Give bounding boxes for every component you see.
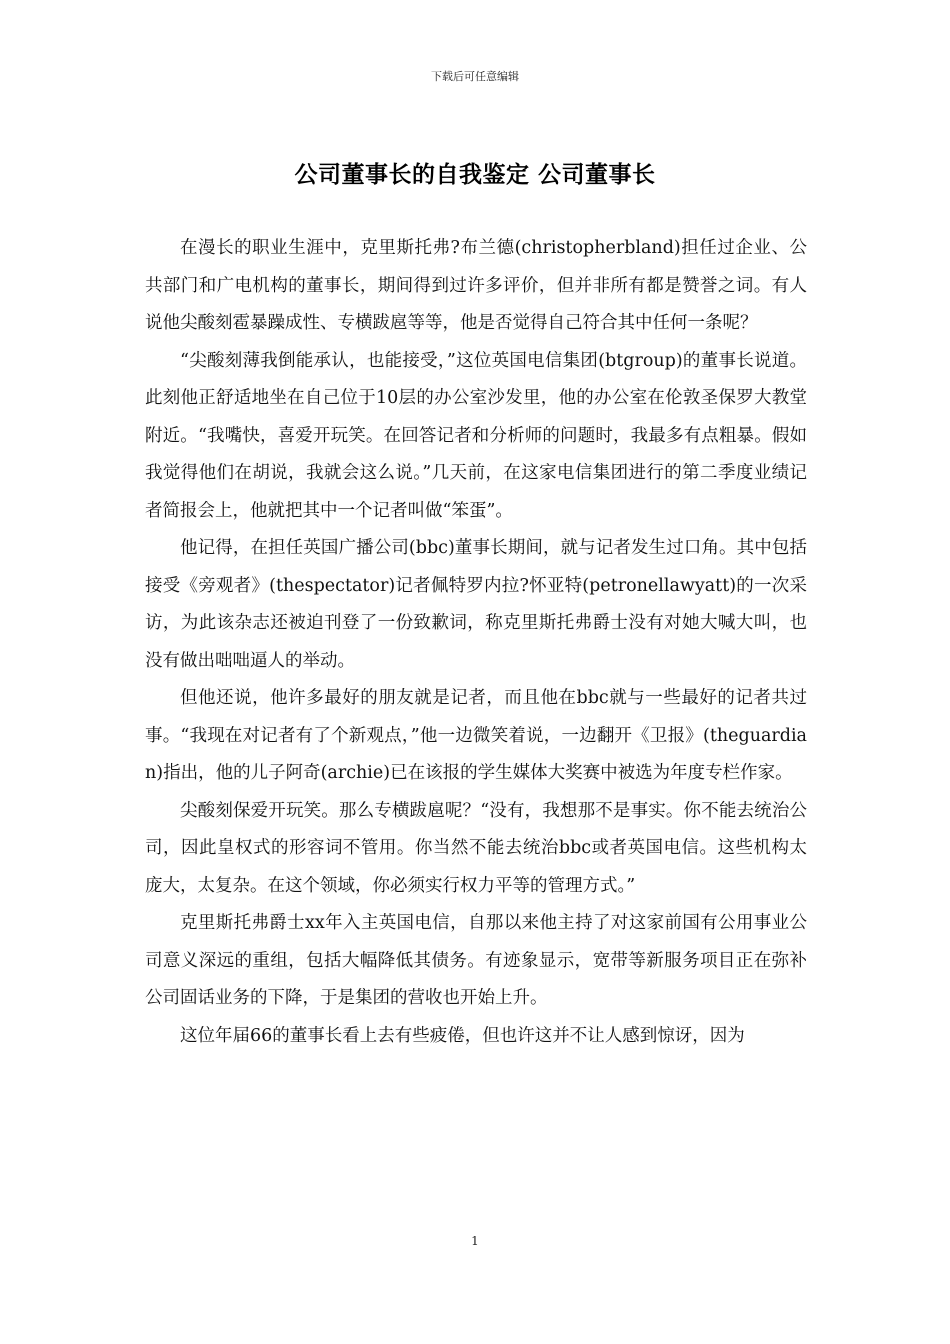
document-body <box>145 230 807 1055</box>
paragraph: 但他还说，他许多最好的朋友就是记者，而且他在bbc就与一些最好的记者共过事。“我现在对记者有了个新观点，”他一边微笑着说，一边翻开《卫报》(theguardian)指出，他的儿子阿奇(archie)已在该报的学生媒体大奖赛中被选为年度专栏作家。 <box>145 688 807 783</box>
paragraph: 在漫长的职业生涯中，克里斯托弗?布兰德(christopherbland)担任过企业、公共部门和广电机构的董事长，期间得到过许多评价，但并非所有都是赞誉之词。有人说他尖酸刻雹暴躁成性、专横跋扈等等，他是否觉得自己符合其中任何一条呢？ <box>145 238 807 333</box>
document-title: 公司董事长的自我鉴定 公司董事长 <box>294 161 656 188</box>
paragraph: 尖酸刻保爱开玩笑。那么专横跋扈呢？“没有，我想那不是事实。你不能去统治公司，因此皇权式的形容词不管用。你当然不能去统治bbc或者英国电信。这些机构太庞大，太复杂。在这个领域，你必须实行权力平等的管理方式。” <box>145 800 807 896</box>
page-header-note: 下载后可任意编辑 <box>431 70 519 83</box>
paragraph: 克里斯托弗爵士xx年入主英国电信，自那以来他主持了对这家前国有公用事业公司意义深远的重组，包括大幅降低其债务。有迹象显示，宽带等新服务项目正在弥补公司固话业务的下降，于是集团的营收也开始上升。 <box>145 913 807 1008</box>
page-number: 1 <box>471 1234 479 1248</box>
paragraph: 他记得，在担任英国广播公司(bbc)董事长期间，就与记者发生过口角。其中包括接受《旁观者》(thespectator)记者佩特罗内拉?怀亚特(petronellawyatt)的一次采访，为此该杂志还被迫刊登了一份致歉词，称克里斯托弗爵士没有对她大喊大叫，也没有做出咄咄逼人的举动。 <box>145 538 807 671</box>
paragraph: “尖酸刻薄我倒能承认，也能接受，”这位英国电信集团(btgroup)的董事长说道。此刻他正舒适地坐在自己位于10层的办公室沙发里，他的办公室在伦敦圣保罗大教堂附近。“我嘴快，喜爱开玩笑。在回答记者和分析师的问题时，我最多有点粗暴。假如我觉得他们在胡说，我就会这么说。”几天前，在这家电信集团进行的第二季度业绩记者简报会上，他就把其中一个记者叫做“笨蛋”。 <box>145 350 807 521</box>
paragraph: 这位年届66的董事长看上去有些疲倦，但也许这并不让人感到惊讶，因为 <box>180 1025 745 1046</box>
